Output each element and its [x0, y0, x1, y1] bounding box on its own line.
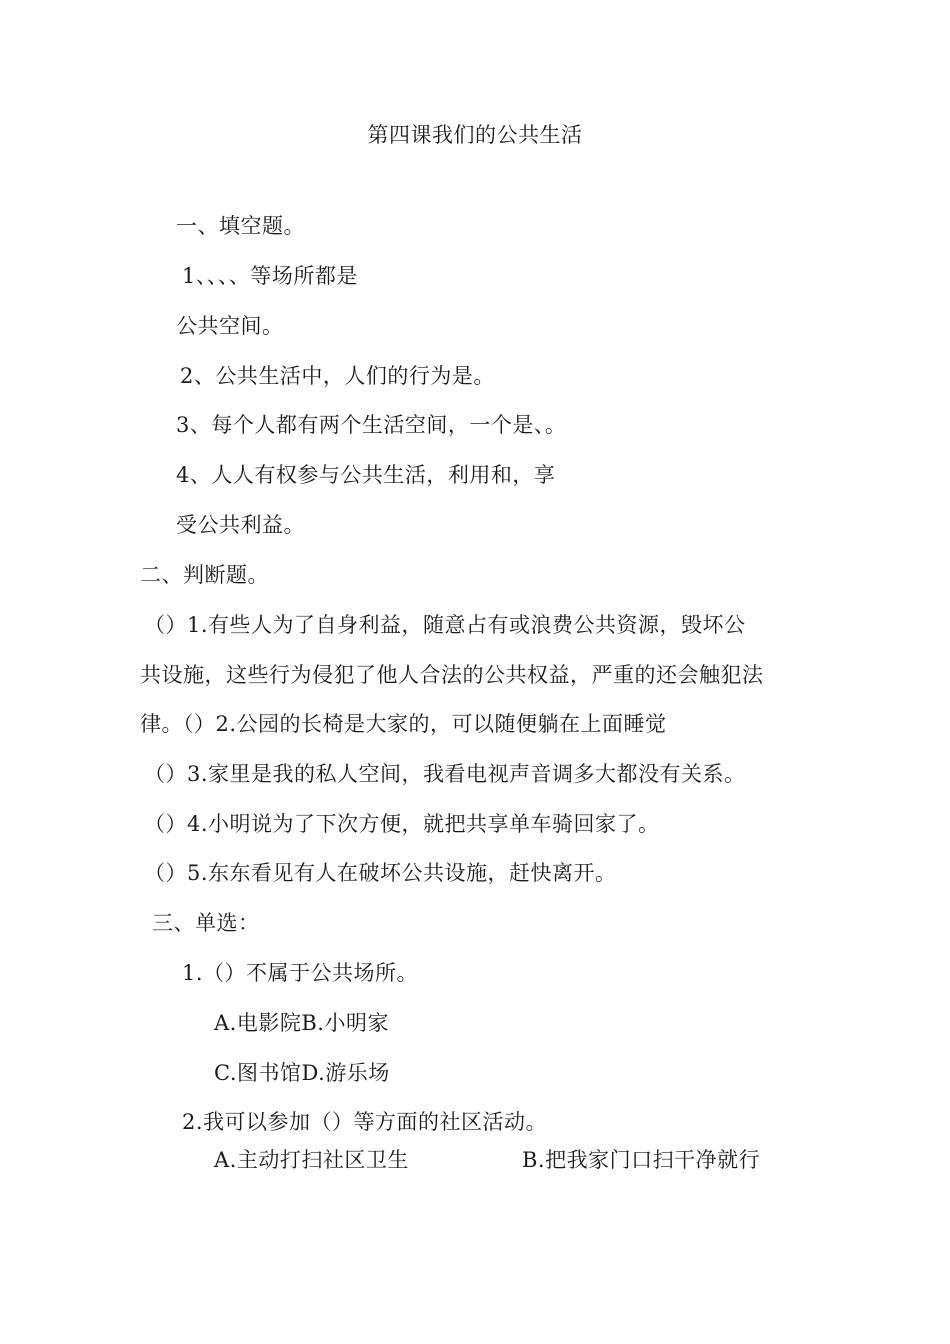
section1-q4-line1: 4、人人有权参与公共生活，利用和，享 [176, 463, 556, 487]
section1-q2: 2、公共生活中，人们的行为是。 [180, 364, 495, 388]
section3-q1-options-cd: C.图书馆D.游乐场 [214, 1061, 390, 1085]
section1-heading: 一、填空题。 [176, 214, 305, 238]
section2-line3: 律。（）2.公园的长椅是大家的，可以随便躺在上面睡觉 [140, 712, 667, 736]
section3-heading: 三、单选： [152, 911, 260, 935]
section3-q1: 1.（）不属于公共场所。 [182, 961, 419, 985]
section2-line2: 共设施，这些行为侵犯了他人合法的公共权益，严重的还会触犯法 [140, 663, 764, 687]
section1-q3: 3、每个人都有两个生活空间，一个是、。 [176, 413, 567, 437]
section2-line4: （）3.家里是我的私人空间，我看电视声音调多大都没有关系。 [144, 762, 746, 786]
section3-q2-option-b: B.把我家门口扫干净就行 [522, 1148, 761, 1172]
section3-q2-option-a: A.主动打扫社区卫生 [214, 1148, 409, 1172]
section1-q4-line2: 受公共利益。 [176, 513, 305, 537]
section2-line1: （）1.有些人为了自身利益，随意占有或浪费公共资源，毁坏公 [144, 613, 746, 637]
document-title: 第四课我们的公共生活 [367, 123, 583, 147]
section3-q2: 2.我可以参加（）等方面的社区活动。 [182, 1110, 548, 1134]
section1-q1-line1: 1、、、、等场所都是 [182, 264, 358, 288]
section1-q1-line2: 公共空间。 [176, 314, 284, 338]
section2-line6: （）5.东东看见有人在破坏公共设施，赶快离开。 [144, 861, 617, 885]
section2-line5: （）4.小明说为了下次方便，就把共享单车骑回家了。 [144, 812, 660, 836]
section3-q1-options-ab: A.电影院B.小明家 [214, 1011, 389, 1035]
section2-heading: 二、判断题。 [140, 563, 269, 587]
